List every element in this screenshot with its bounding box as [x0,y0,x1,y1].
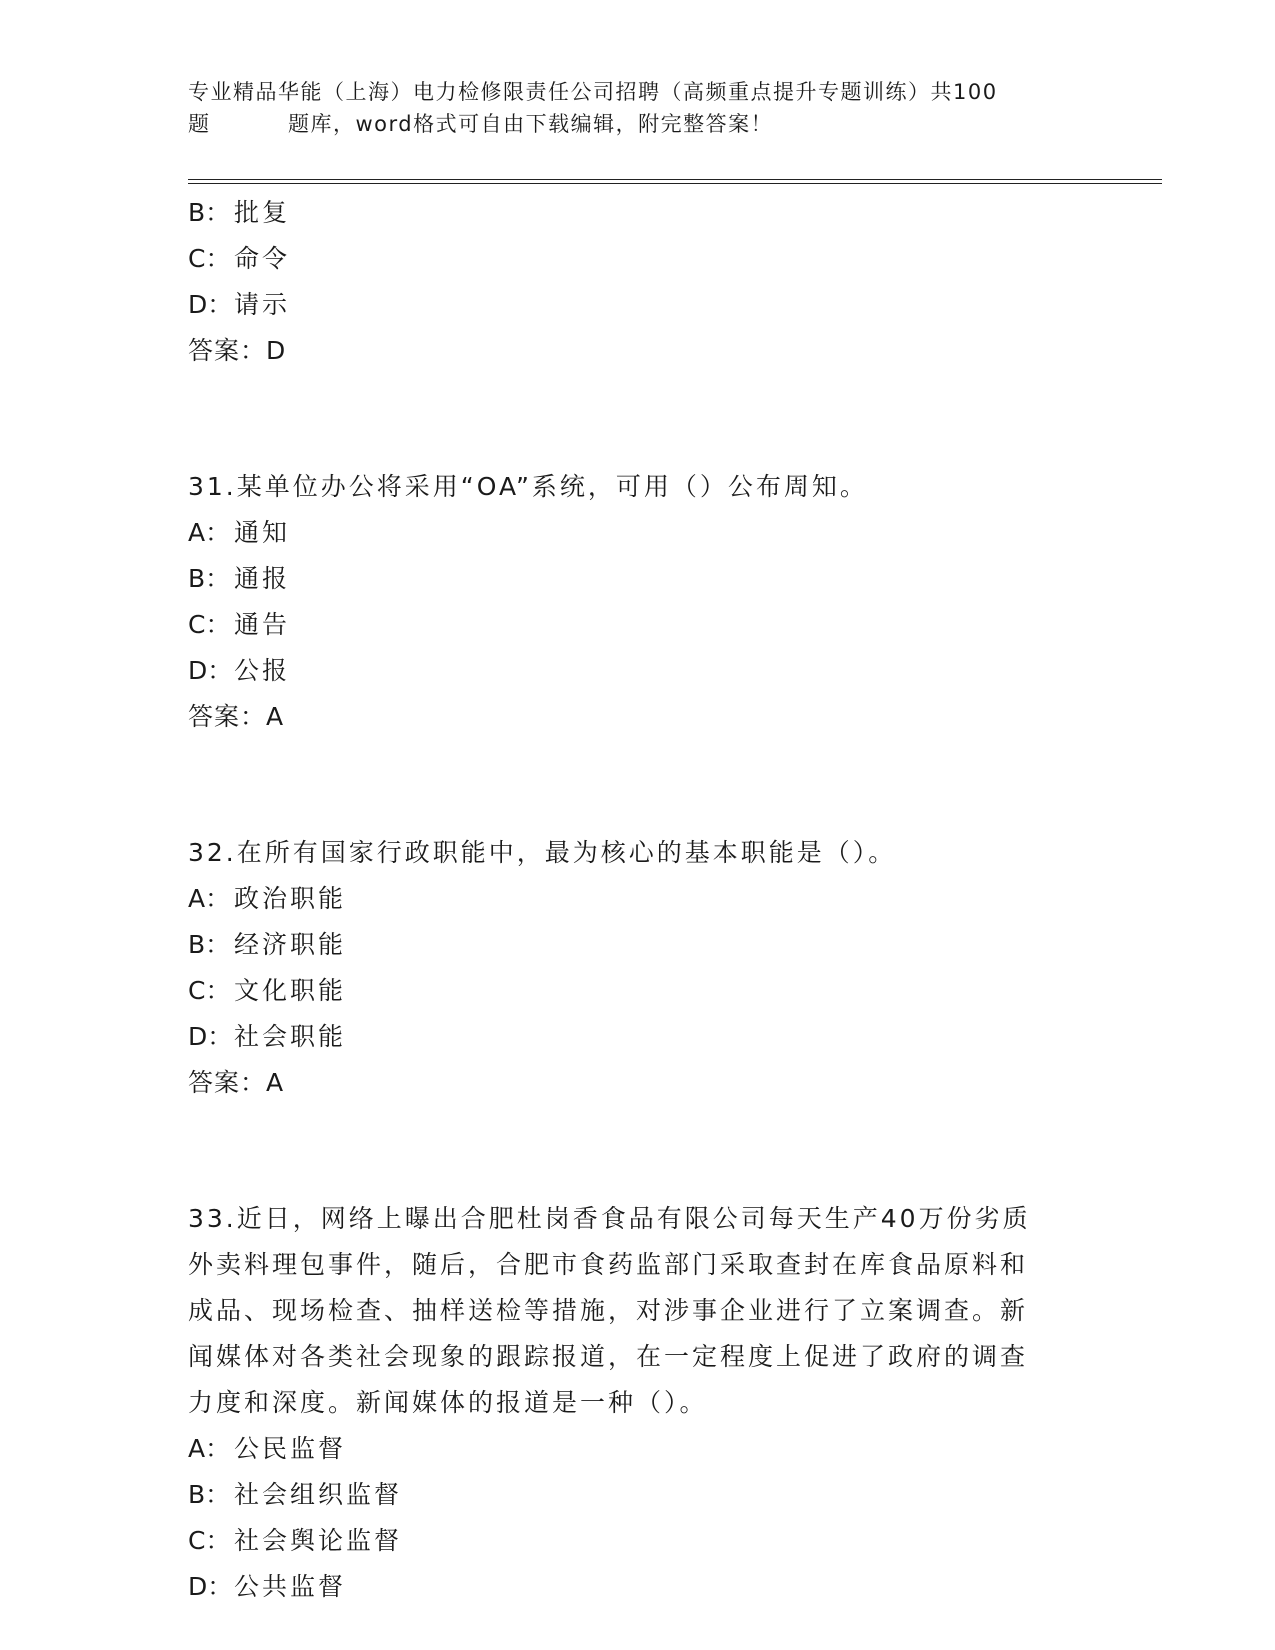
option-a: A： 通知 [188,518,291,547]
option-c: C： 文化职能 [188,976,347,1005]
option-d: D：公报 [188,656,291,685]
question-stem-line-5: 力度和深度。新闻媒体的报道是一种（）。 [188,1388,708,1417]
header-line-1: 专业精品华能（上海）电力检修限责任公司招聘（高频重点提升专题训练）共100 [188,80,998,104]
question-stem-line-2: 外卖料理包事件，随后，合肥市食药监部门采取查封在库食品原料和 [188,1250,1029,1279]
answer-line: 答案：D [188,336,287,365]
answer-line: 答案：A [188,702,285,731]
question-stem-line-4: 闻媒体对各类社会现象的跟踪报道，在一定程度上促进了政府的调查 [188,1342,1029,1371]
header-divider-top [188,179,1162,180]
option-c: C： 通告 [188,610,291,639]
option-c: C： 命令 [188,244,291,273]
question-content [188,190,1068,1610]
option-d: D：公共监督 [188,1572,347,1601]
question-30-tail [188,190,1068,374]
option-b: B： 批复 [188,198,291,227]
option-b: B： 通报 [188,564,291,593]
option-a: A： 公民监督 [188,1434,347,1463]
page-header [188,76,1088,140]
question-stem: 32.在所有国家行政职能中，最为核心的基本职能是（）。 [188,838,897,867]
question-32 [188,830,1068,1106]
option-d: D：请示 [188,290,291,319]
question-31 [188,464,1068,740]
question-stem: 31.某单位办公将采用“OA”系统，可用（）公布周知。 [188,472,868,501]
option-b: B： 社会组织监督 [188,1480,403,1509]
question-33 [188,1196,1068,1610]
header-divider-bottom [188,183,1162,184]
option-c: C： 社会舆论监督 [188,1526,403,1555]
question-stem-line-3: 成品、现场检查、抽样送检等措施，对涉事企业进行了立案调查。新 [188,1296,1029,1325]
header-line-2 [188,108,1088,140]
answer-line: 答案：A [188,1068,285,1097]
header-line-2-left: 题 [188,112,211,136]
option-a: A： 政治职能 [188,884,347,913]
option-b: B： 经济职能 [188,930,347,959]
header-line-2-right: 题库，word格式可自由下载编辑，附完整答案！ [288,112,774,136]
option-d: D：社会职能 [188,1022,347,1051]
question-stem-line-1: 33.近日，网络上曝出合肥杜岗香食品有限公司每天生产40万份劣质 [188,1204,1031,1233]
